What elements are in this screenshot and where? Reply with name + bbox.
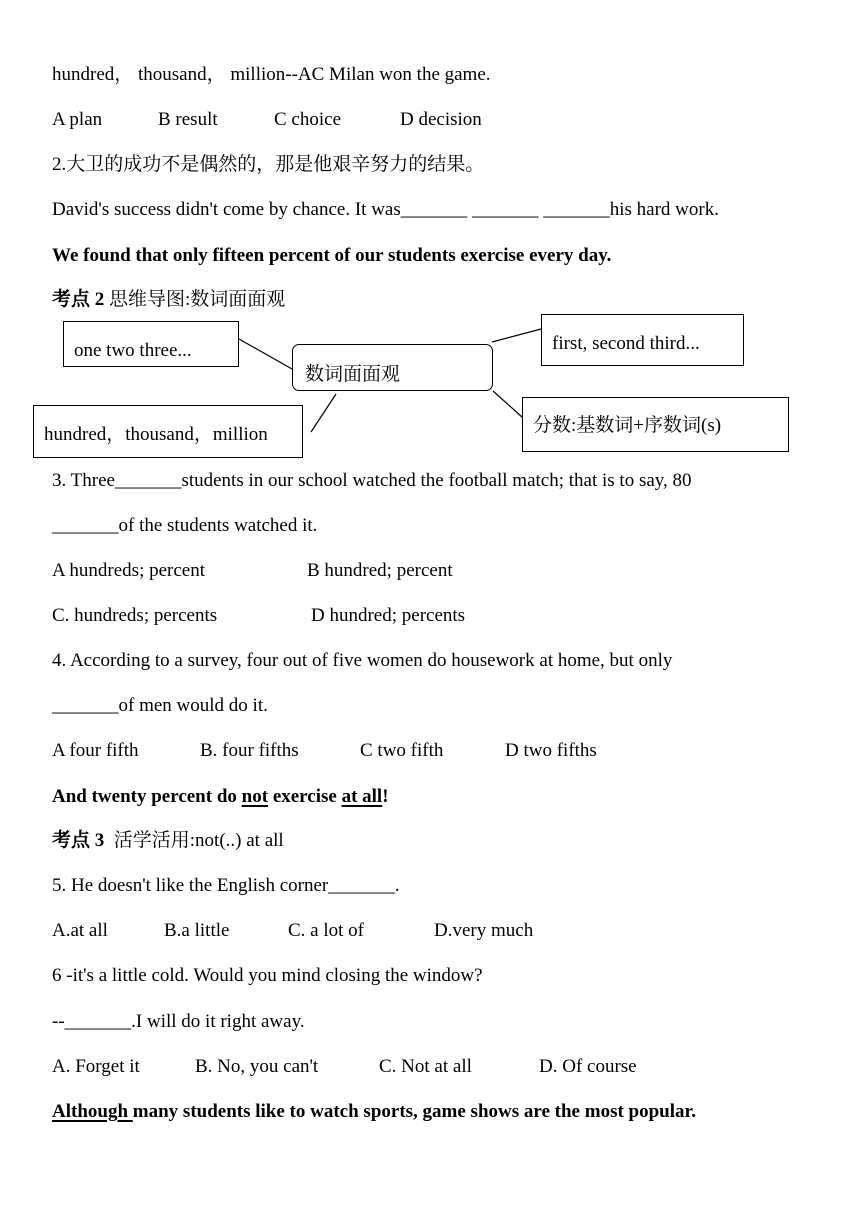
kaodian-2-label: 考点 2 — [52, 289, 105, 310]
option-a: A. Forget it — [52, 1056, 140, 1077]
sentence-part: many students like to watch sports, game shows are the most popular. — [132, 1101, 696, 1122]
option-a: A plan — [52, 109, 103, 130]
underlined-although: Although — [52, 1101, 133, 1122]
question-2: 2.大卫的成功不是偶然的，那是他艰辛努力的结果。 — [52, 154, 485, 175]
key-sentence-3 — [52, 1100, 696, 1124]
option-a: A.at all — [52, 920, 108, 941]
mindmap-box-cardinal: one two three... — [63, 321, 239, 367]
question-2-english: David's success didn't come by chance. It was_______ _______ _______his hard work. — [52, 199, 719, 220]
question-4-cont: _______of men would do it. — [52, 695, 268, 716]
option-d: D.very much — [434, 920, 534, 941]
mindmap-center: 数词面面观 — [292, 344, 493, 391]
option-d: D two fifths — [505, 740, 597, 761]
question-6: 6 -it's a little cold. Would you mind closing the window? — [52, 965, 483, 986]
text-line: hundred， thousand， million--AC Milan won the game. — [52, 64, 491, 85]
underlined-not: not — [241, 786, 269, 807]
option-c: C. a lot of — [288, 920, 364, 941]
question-3: 3. Three_______students in our school watched the football match; that is to say, 80 — [52, 470, 692, 491]
option-d: D. Of course — [539, 1056, 637, 1077]
sentence-part: ! — [382, 786, 389, 807]
option-c: C. hundreds; percents — [52, 605, 218, 626]
option-b: B hundred; percent — [307, 560, 453, 581]
kaodian-2-text: 思维导图:数词面面观 — [104, 289, 286, 310]
option-b: B result — [158, 109, 218, 130]
kaodian-3-heading — [52, 829, 284, 853]
option-a: A four fifth — [52, 740, 139, 761]
option-b: B.a little — [164, 920, 230, 941]
key-sentence-2 — [52, 785, 389, 809]
question-4: 4. According to a survey, four out of five women do housework at home, but only — [52, 650, 673, 671]
option-c: C two fifth — [360, 740, 444, 761]
question-6-cont: --_______.I will do it right away. — [52, 1011, 305, 1032]
option-c: C. Not at all — [379, 1056, 472, 1077]
kaodian-3-label: 考点 3 — [52, 830, 105, 851]
option-b: B. No, you can't — [195, 1056, 319, 1077]
option-a: A hundreds; percent — [52, 560, 206, 581]
sentence-part: And twenty percent do — [52, 786, 242, 807]
option-d: D hundred; percents — [311, 605, 466, 626]
mindmap-box-hundred: hundred，thousand，million — [33, 405, 303, 458]
mindmap-box-ordinal: first, second third... — [541, 314, 744, 366]
kaodian-3-text: 活学活用:not(..) at all — [104, 830, 284, 851]
key-sentence-1: We found that only fifteen percent of our students exercise every day. — [52, 245, 612, 266]
option-d: D decision — [400, 109, 482, 130]
option-b: B. four fifths — [200, 740, 299, 761]
option-c: C choice — [274, 109, 342, 130]
mindmap-box-fraction: 分数:基数词+序数词(s) — [522, 397, 789, 452]
sentence-part: exercise — [268, 786, 342, 807]
question-5: 5. He doesn't like the English corner_______. — [52, 875, 400, 896]
underlined-at-all: at all — [341, 786, 383, 807]
question-3-cont: _______of the students watched it. — [52, 515, 318, 536]
